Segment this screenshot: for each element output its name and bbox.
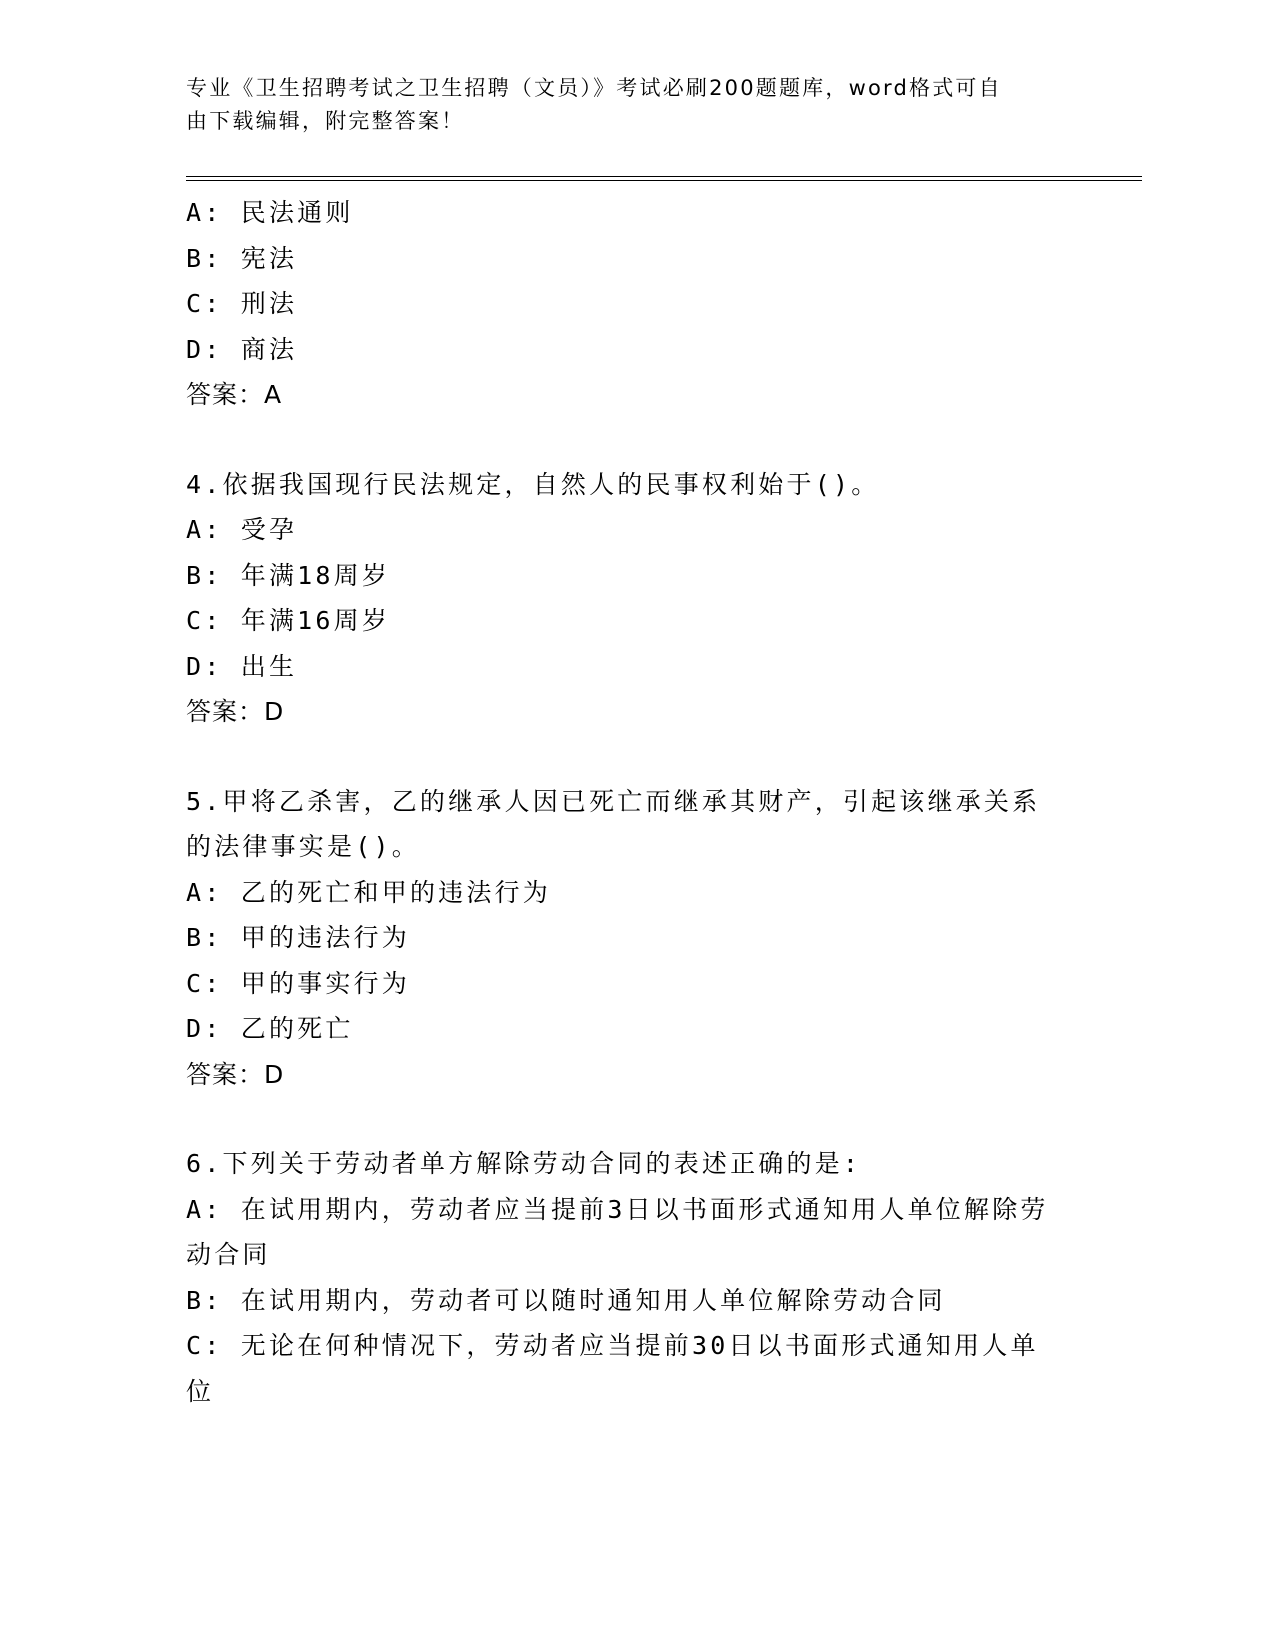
option-d: D: 出生 <box>186 651 298 681</box>
answer-label: 答案：D <box>186 697 285 726</box>
spacer <box>186 1097 1066 1141</box>
option-c-line-1: C: 无论在何种情况下，劳动者应当提前30日以书面形式通知用人单 <box>186 1331 1039 1360</box>
option-b: B: 甲的违法行为 <box>186 923 410 952</box>
option-a-line-1: A: 在试用期内，劳动者应当提前3日以书面形式通知用人单位解除劳 <box>186 1194 1049 1224</box>
page-header <box>186 72 1066 138</box>
header-line-1: 专业《卫生招聘考试之卫生招聘（文员）》考试必刷200题题库，word格式可自 <box>186 76 1002 100</box>
answer-label: 答案：A <box>186 380 283 409</box>
option-c: C: 年满16周岁 <box>186 606 391 635</box>
option-a: A: 乙的死亡和甲的违法行为 <box>186 877 551 907</box>
question-stem: 4.依据我国现行民法规定，自然人的民事权利始于()。 <box>186 469 880 499</box>
option-c: C: 刑法 <box>186 289 298 318</box>
option-d: D: 商法 <box>186 334 298 364</box>
option-c-line-2: 位 <box>186 1376 215 1406</box>
option-a: A: 民法通则 <box>186 198 354 227</box>
option-b: B: 宪法 <box>186 243 298 273</box>
question-5 <box>186 779 1066 1098</box>
spacer <box>186 735 1066 779</box>
question-list <box>186 190 1066 1414</box>
question-6 <box>186 1141 1066 1414</box>
header-divider <box>186 176 1142 181</box>
question-stem-line-2: 的法律事实是()。 <box>186 832 420 861</box>
option-b: B: 在试用期内，劳动者可以随时通知用人单位解除劳动合同 <box>186 1285 946 1315</box>
option-a-line-2: 动合同 <box>186 1240 271 1269</box>
question-stem-line-1: 5.甲将乙杀害，乙的继承人因已死亡而继承其财产，引起该继承关系 <box>186 786 1041 816</box>
option-b: B: 年满18周岁 <box>186 560 391 590</box>
question-4 <box>186 462 1066 735</box>
spacer <box>186 418 1066 462</box>
question-3 <box>186 190 1066 418</box>
question-stem: 6.下列关于劳动者单方解除劳动合同的表述正确的是: <box>186 1149 862 1178</box>
answer-label: 答案：D <box>186 1059 285 1089</box>
option-c: C: 甲的事实行为 <box>186 968 410 998</box>
option-d: D: 乙的死亡 <box>186 1014 354 1043</box>
option-a: A: 受孕 <box>186 515 298 544</box>
header-line-2: 由下载编辑，附完整答案！ <box>186 109 465 133</box>
